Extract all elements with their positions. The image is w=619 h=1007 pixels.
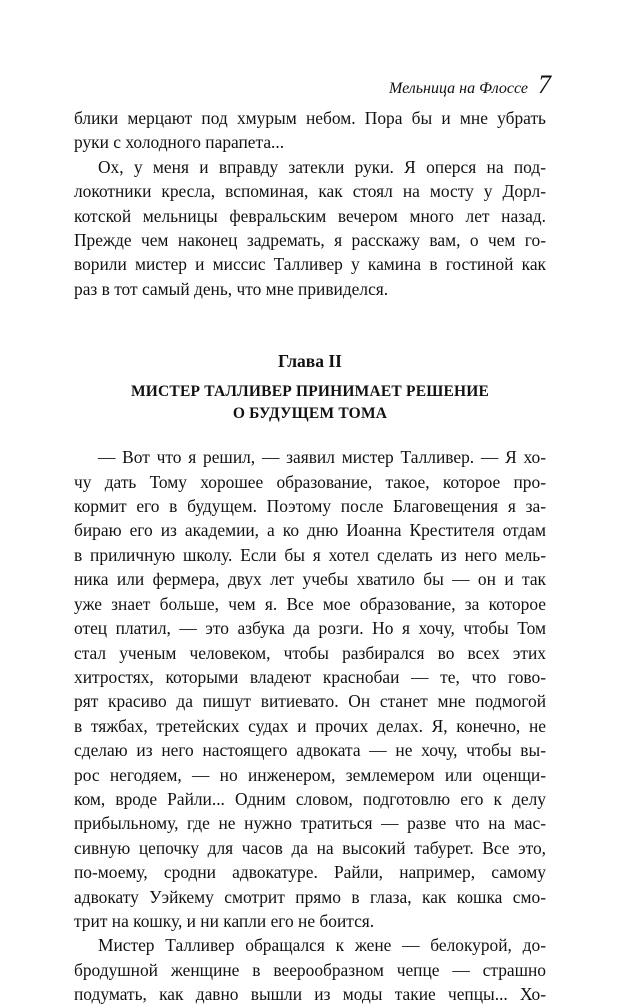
- text-line: бродушной женщине в веерообразном чепце — страшно: [74, 959, 546, 980]
- text-line: руки с холодного парапета...: [74, 132, 285, 153]
- text-line: хитростях, которыми владеют краснобаи — те, что гово-: [74, 666, 546, 687]
- text-line: ворили мистер и миссис Талливер у камина в гостиной как: [74, 254, 546, 275]
- chapter-title: [74, 381, 546, 425]
- text-line: рят красиво да пишут витиевато. Он станет мне подмогой: [74, 691, 546, 712]
- text-line: Ох, у меня и вправду затекли руки. Я оперся на под-: [98, 156, 546, 177]
- text-line: трит на кошку, и ни капли его не боится.: [74, 910, 375, 931]
- text-line: раз в тот самый день, что мне привиделся.: [74, 278, 389, 299]
- chapter-title-line: О БУДУЩЕМ ТОМА: [232, 405, 388, 423]
- chapter-heading: [74, 349, 546, 425]
- text-line: прибыльному, где не нужно тратиться — разве что на мас-: [74, 813, 546, 834]
- text-line: чу дать Тому хорошее образование, такое, которое про-: [74, 471, 546, 492]
- text-line: — Вот что я решил, — заявил мистер Талливер. — Я хо-: [98, 447, 546, 468]
- paragraph: [74, 106, 546, 155]
- running-title: Мельница на Флоссе: [388, 80, 528, 97]
- text-line: ника или фермера, двух лет учебы хватило бы — он и так: [74, 569, 546, 590]
- text-line: в приличную школу. Если бы я хотел сделать из него мель-: [74, 544, 546, 565]
- running-header: [389, 70, 551, 100]
- page-body: [74, 106, 546, 1007]
- chapter-number: Глава II: [278, 351, 342, 372]
- text-line: подумать, как давно вышли из моды такие чепцы... Хо-: [74, 984, 546, 1005]
- text-line: в тяжбах, третейских судах и прочих делах. Я, конечно, не: [74, 715, 546, 736]
- paragraph: [74, 933, 546, 1006]
- paragraph: [74, 445, 546, 933]
- text-line: по-моему, сродни адвокатуре. Райли, например, самому: [74, 862, 546, 883]
- text-line: ком, вроде Райли... Одним словом, подготовлю его к делу: [74, 788, 546, 809]
- text-line: стал ученым человеком, чтобы разбирался во всех этих: [74, 642, 546, 663]
- chapter-text: [74, 445, 546, 1006]
- chapter-title-line: МИСТЕР ТАЛЛИВЕР ПРИНИМАЕТ РЕШЕНИЕ: [130, 383, 490, 401]
- paragraph: [74, 155, 546, 301]
- text-line: бираю его из академии, а ко дню Иоанна Крестителя отдам: [74, 520, 546, 541]
- text-line: сивную цепочку для часов да на высокий табурет. Все это,: [74, 837, 546, 858]
- text-line: локотники кресла, вспоминая, как стоял на мосту у Дорл-: [74, 181, 546, 202]
- text-line: кормит его в будущем. Поэтому после Благовещения я за-: [74, 496, 546, 517]
- text-line: рос негодяем, — но инженером, землемером или оценщи-: [74, 764, 546, 785]
- text-line: отец платил, — это азбука да розги. Но я хочу, чтобы Том: [74, 618, 546, 639]
- text-line: уже знает больше, чем я. Все мое образование, за которое: [74, 593, 546, 614]
- text-line: сделаю из него настоящего адвоката — не хочу, чтобы вы-: [74, 740, 546, 761]
- page-number: 7: [538, 70, 551, 99]
- text-line: Прежде чем наконец задремать, я расскажу вам, о чем го-: [74, 230, 546, 251]
- text-line: котской мельницы февральским вечером много лет назад.: [74, 205, 546, 226]
- text-line: блики мерцают под хмурым небом. Пора бы и мне убрать: [74, 108, 546, 128]
- top-text: [74, 106, 546, 301]
- text-line: Мистер Талливер обращался к жене — белокурой, до-: [98, 935, 546, 956]
- text-line: адвокату Уэйкему смотрит прямо в глаза, как кошка смо-: [74, 886, 546, 907]
